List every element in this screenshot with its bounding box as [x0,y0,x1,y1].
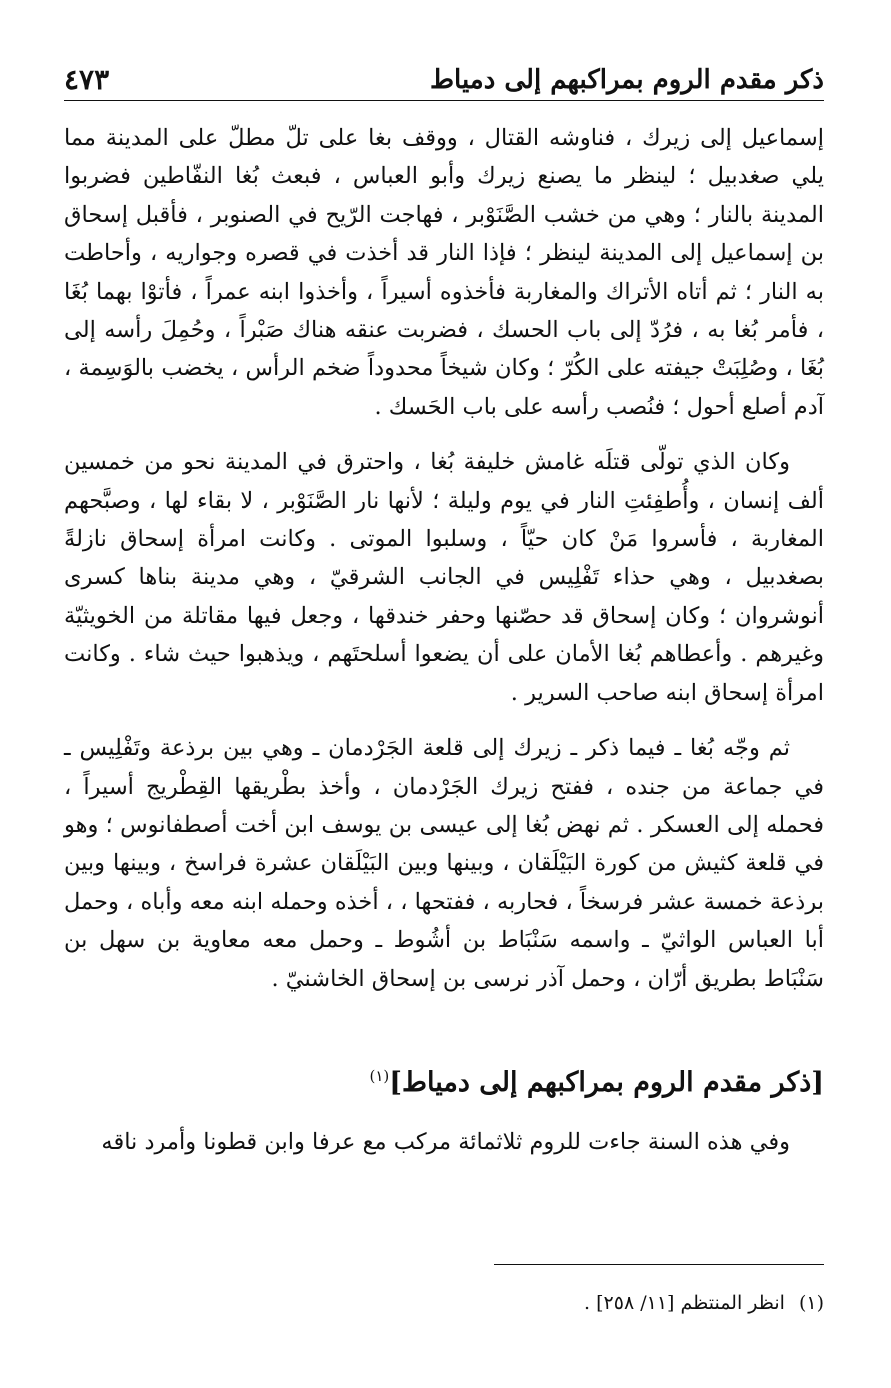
page-header [64,52,824,101]
section-first-line: وفي هذه السنة جاءت للروم ثلاثمائة مركب مع عرفا وابن قطونا وأمرد ناقه [101,1128,790,1155]
footnote-divider [494,1264,824,1265]
body-text [64,119,824,1161]
running-title: ذكر مقدم الروم بمراكبهم إلى دمياط [429,65,824,95]
page-number: ٤٧٣ [64,63,110,96]
paragraph-2: وكان الذي تولّى قتلَه غامش خليفة بُغا ، واحترق في المدينة نحو من خمسين ألف إنسان ، وأُطفِئتِ النار في يوم وليلة ؛ لأنها نار الصَّنَوْبر ، لا بقاء لها ، وصبَّحهم المغاربة ، فأسروا مَنْ كان حيّاً ، وسلبوا الموتى . وكانت امرأة إسحاق نازلةً بصغدبيل ، وهي حذاء تَفْلِيس في الجانب الشرقيّ ، وهي مدينة بناها كسرى أنوشروان ؛ وكان إسحاق قد حصّنها وحفر خندقها ، وجعل فيها مقاتلة من الخويثيّة وغيرهم . وأعطاهم بُغا الأمان على أن يضعوا أسلحتَهم ، ويذهبوا حيث شاء . وكانت امرأة إسحاق ابنه صاحب السرير . [64,449,824,706]
paragraph-1: إسماعيل إلى زيرك ، فناوشه القتال ، ووقف بغا على تلّ مطلّ على المدينة مما يلي صغدبيل ؛ لينظر ما يصنع زيرك وأبو العباس ، فبعث بُغا النفّاطين فضربوا المدينة بالنار ؛ وهي من خشب الصَّنَوْبر ، فهاجت الرّيح في الصنوبر ، فأقبل إسحاق بن إسماعيل إلى المدينة لينظر ؛ فإذا النار قد أخذت في قصره وجواريه ، وأحاطت به النار ؛ ثم أتاه الأتراك والمغاربة فأخذوه أسيراً ، وأخذوا ابنه عمراً ، فأتوْا بهما بُغَا ، فأمر بُغا به ، فرُدّ إلى باب الحسك ، فضربت عنقه هناك صَبْراً ، وحُمِلَ رأسه إلى بُغَا ، وصُلِبَتْ جيفته على الكُرّ ؛ وكان شيخاً محدوداً ضخم الرأس ، يخضب بالوَسِمة ، آدم أصلع أحول ؛ فنُصب رأسه على باب الحَسك . [64,125,824,420]
footnote-reference: (١) [369,1066,390,1085]
section-title-text: [ذكر مقدم الروم بمراكبهم إلى دمياط] [389,1066,824,1098]
book-page [64,52,824,1352]
footnote-text: انظر المنتظم [١١/ ٢٥٨] . [584,1292,785,1314]
section-heading [64,1056,824,1103]
paragraph-3: ثم وجّه بُغا ـ فيما ذكر ـ زيرك إلى قلعة الجَرْدمان ـ وهي بين برذعة وتَفْلِيس ـ في جماعة من جنده ، ففتح زيرك الجَرْدمان ، وأخذ بطْريقها القِطْريج أسيراً ، فحمله إلى العسكر . ثم نهض بُغا إلى عيسى بن يوسف ابن أخت أصطفانوس ؛ وهو في قلعة كثيش من كورة البَيْلَقان ، وبينها وبين البَيْلَقان عشرة فراسخ ، وبينها وبين برذعة خمسة عشر فرسخاً ، فحاربه ، ففتحها ، ، أخذه وحمله ابنه معه وأباه ، وحمل أبا العباس الواثيّ ـ واسمه سَنْبَاط بن أشُوط ـ وحمل معه معاوية بن سهل بن سَنْبَاط بطريق أرّان ، وحمل آذر نرسى بن إسحاق الخاشنيّ . [64,735,824,992]
footnote [584,1288,824,1318]
footnote-mark: (١) [798,1292,824,1314]
